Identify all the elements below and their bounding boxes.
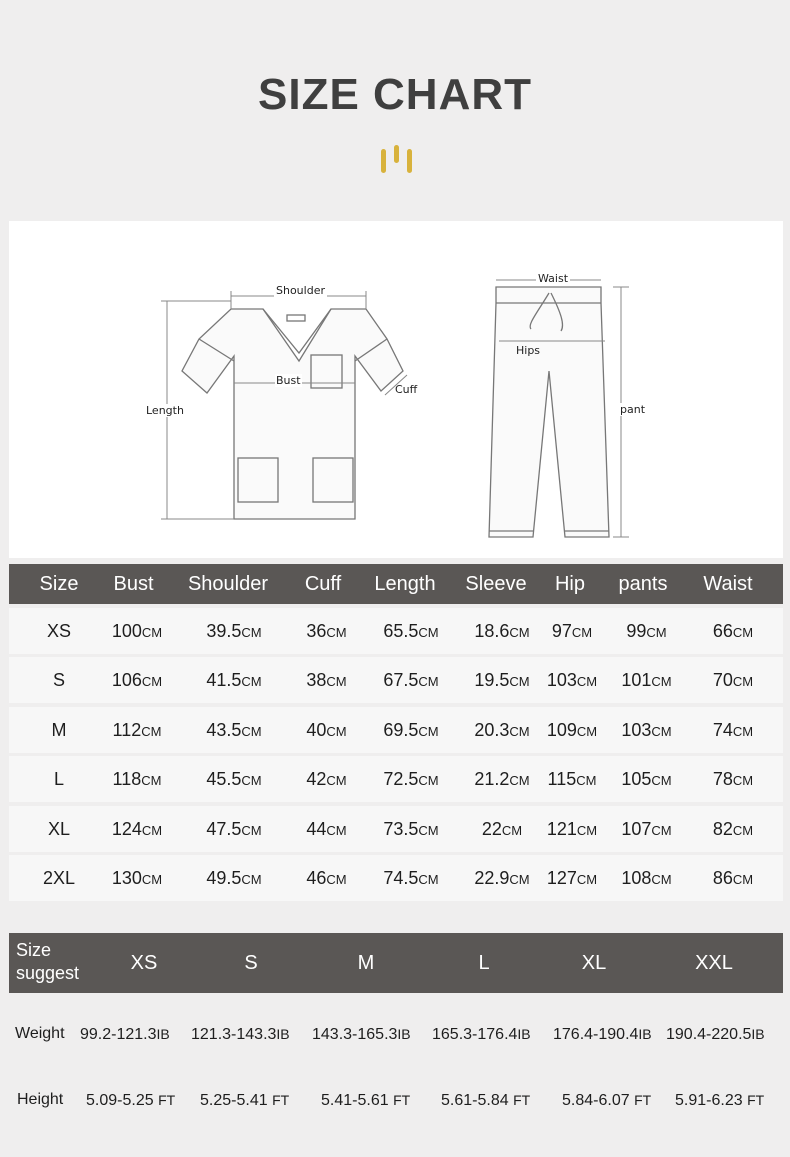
suggest-col-l: L bbox=[478, 952, 490, 974]
weight-s: 121.3-143.3IB bbox=[191, 1026, 290, 1043]
measure-cell: 115CM bbox=[547, 769, 597, 789]
size-row bbox=[9, 855, 783, 901]
measure-cell: 97CM bbox=[551, 621, 593, 641]
pant-label: pant bbox=[620, 403, 646, 416]
measure-cell: 67.5CM bbox=[383, 670, 439, 690]
page-title: SIZE CHART bbox=[258, 70, 532, 119]
weight-xl: 176.4-190.4IB bbox=[553, 1026, 652, 1043]
measure-cell: 18.6CM bbox=[474, 621, 530, 641]
measure-cell: 99CM bbox=[626, 621, 667, 641]
cuff-label: Cuff bbox=[395, 383, 418, 396]
weight-xxl: 190.4-220.5IB bbox=[666, 1026, 765, 1043]
suggest-col-s: S bbox=[244, 952, 258, 974]
size-row bbox=[9, 608, 783, 654]
size-table-header bbox=[9, 564, 783, 604]
size-name-cell: 2XL bbox=[42, 868, 76, 888]
height-s: 5.25-5.41 FT bbox=[200, 1092, 290, 1109]
measure-cell: 105CM bbox=[621, 769, 672, 789]
size-name-cell: S bbox=[52, 670, 65, 690]
height-xs: 5.09-5.25 FT bbox=[86, 1092, 176, 1109]
weight-row bbox=[9, 1016, 783, 1052]
title-ornament bbox=[379, 145, 415, 177]
measurement-diagram bbox=[9, 221, 783, 558]
size-name-cell: XL bbox=[47, 819, 71, 839]
weight-l: 165.3-176.4IB bbox=[432, 1026, 531, 1043]
size-name-cell: XS bbox=[46, 621, 71, 641]
suggest-col-m: M bbox=[357, 952, 375, 974]
col-bust: Bust bbox=[113, 573, 154, 595]
size-name-cell: L bbox=[53, 769, 64, 789]
measure-cell: 43.5CM bbox=[206, 720, 262, 740]
height-xxl: 5.91-6.23 FT bbox=[675, 1092, 765, 1109]
suggest-col-xs: XS bbox=[130, 952, 158, 974]
col-length: Length bbox=[374, 573, 436, 595]
measure-cell: 124CM bbox=[111, 819, 163, 839]
height-l: 5.61-5.84 FT bbox=[441, 1092, 531, 1109]
measure-cell: 112CM bbox=[112, 720, 162, 740]
measure-cell: 118CM bbox=[112, 769, 162, 789]
col-cuff: Cuff bbox=[304, 573, 342, 595]
height-xl: 5.84-6.07 FT bbox=[562, 1092, 652, 1109]
measure-cell: 36CM bbox=[306, 621, 347, 641]
length-label: Length bbox=[146, 404, 184, 417]
measure-cell: 82CM bbox=[712, 819, 754, 839]
size-name-cell: M bbox=[51, 720, 67, 740]
col-hip: Hip bbox=[554, 573, 585, 595]
measure-cell: 107CM bbox=[621, 819, 672, 839]
height-m: 5.41-5.61 FT bbox=[321, 1092, 411, 1109]
measure-cell: 42CM bbox=[306, 769, 347, 789]
col-waist: Waist bbox=[703, 573, 753, 595]
measure-cell: 70CM bbox=[712, 670, 754, 690]
measure-cell: 41.5CM bbox=[206, 670, 262, 690]
waist-label: Waist bbox=[538, 272, 569, 285]
weight-m: 143.3-165.3IB bbox=[312, 1026, 411, 1043]
height-row bbox=[9, 1082, 783, 1118]
measure-cell: 69.5CM bbox=[383, 720, 439, 740]
measure-cell: 66CM bbox=[712, 621, 754, 641]
measure-cell: 73.5CM bbox=[383, 819, 439, 839]
suggest-col-xxl: XXL bbox=[695, 952, 733, 974]
measure-cell: 22CM bbox=[481, 819, 523, 839]
size-row bbox=[9, 707, 783, 753]
suggest-col-xl: XL bbox=[581, 952, 607, 974]
measure-cell: 108CM bbox=[621, 868, 672, 888]
measure-cell: 78CM bbox=[712, 769, 754, 789]
col-size: Size bbox=[39, 573, 79, 595]
measure-cell: 100CM bbox=[111, 621, 163, 641]
measure-cell: 45.5CM bbox=[206, 769, 262, 789]
measure-cell: 46CM bbox=[306, 868, 347, 888]
measure-cell: 39.5CM bbox=[206, 621, 262, 641]
measure-cell: 103CM bbox=[621, 720, 672, 740]
measure-cell: 38CM bbox=[306, 670, 347, 690]
col-sleeve: Sleeve bbox=[465, 573, 527, 595]
measure-cell: 47.5CM bbox=[206, 819, 262, 839]
measure-cell: 40CM bbox=[306, 720, 347, 740]
shoulder-label: Shoulder bbox=[276, 284, 325, 297]
measure-cell: 72.5CM bbox=[383, 769, 439, 789]
measure-cell: 65.5CM bbox=[383, 621, 439, 641]
measure-cell: 103CM bbox=[546, 670, 598, 690]
bust-label: Bust bbox=[276, 374, 301, 387]
size-row bbox=[9, 756, 783, 802]
measure-cell: 101CM bbox=[621, 670, 672, 690]
measure-cell: 19.5CM bbox=[474, 670, 530, 690]
size-suggest-label: Size suggest bbox=[16, 940, 80, 983]
measure-cell: 44CM bbox=[306, 819, 347, 839]
weight-label: Weight bbox=[15, 1025, 65, 1042]
measure-cell: 109CM bbox=[546, 720, 598, 740]
measure-cell: 127CM bbox=[546, 868, 598, 888]
measure-cell: 22.9CM bbox=[474, 868, 530, 888]
measure-cell: 121CM bbox=[546, 819, 598, 839]
col-pants: pants bbox=[618, 573, 668, 595]
col-shoulder: Shoulder bbox=[187, 573, 269, 595]
measure-cell: 20.3CM bbox=[474, 720, 530, 740]
measure-cell: 74CM bbox=[712, 720, 754, 740]
measure-cell: 106CM bbox=[111, 670, 163, 690]
size-suggest-header bbox=[9, 933, 783, 993]
height-label: Height bbox=[17, 1091, 64, 1108]
size-row bbox=[9, 806, 783, 852]
weight-xs: 99.2-121.3IB bbox=[80, 1026, 170, 1043]
size-row bbox=[9, 657, 783, 703]
measure-cell: 130CM bbox=[111, 868, 163, 888]
measure-cell: 86CM bbox=[712, 868, 754, 888]
measure-cell: 21.2CM bbox=[474, 769, 530, 789]
measure-cell: 74.5CM bbox=[383, 868, 439, 888]
hips-label: Hips bbox=[516, 344, 541, 357]
measure-cell: 49.5CM bbox=[206, 868, 262, 888]
